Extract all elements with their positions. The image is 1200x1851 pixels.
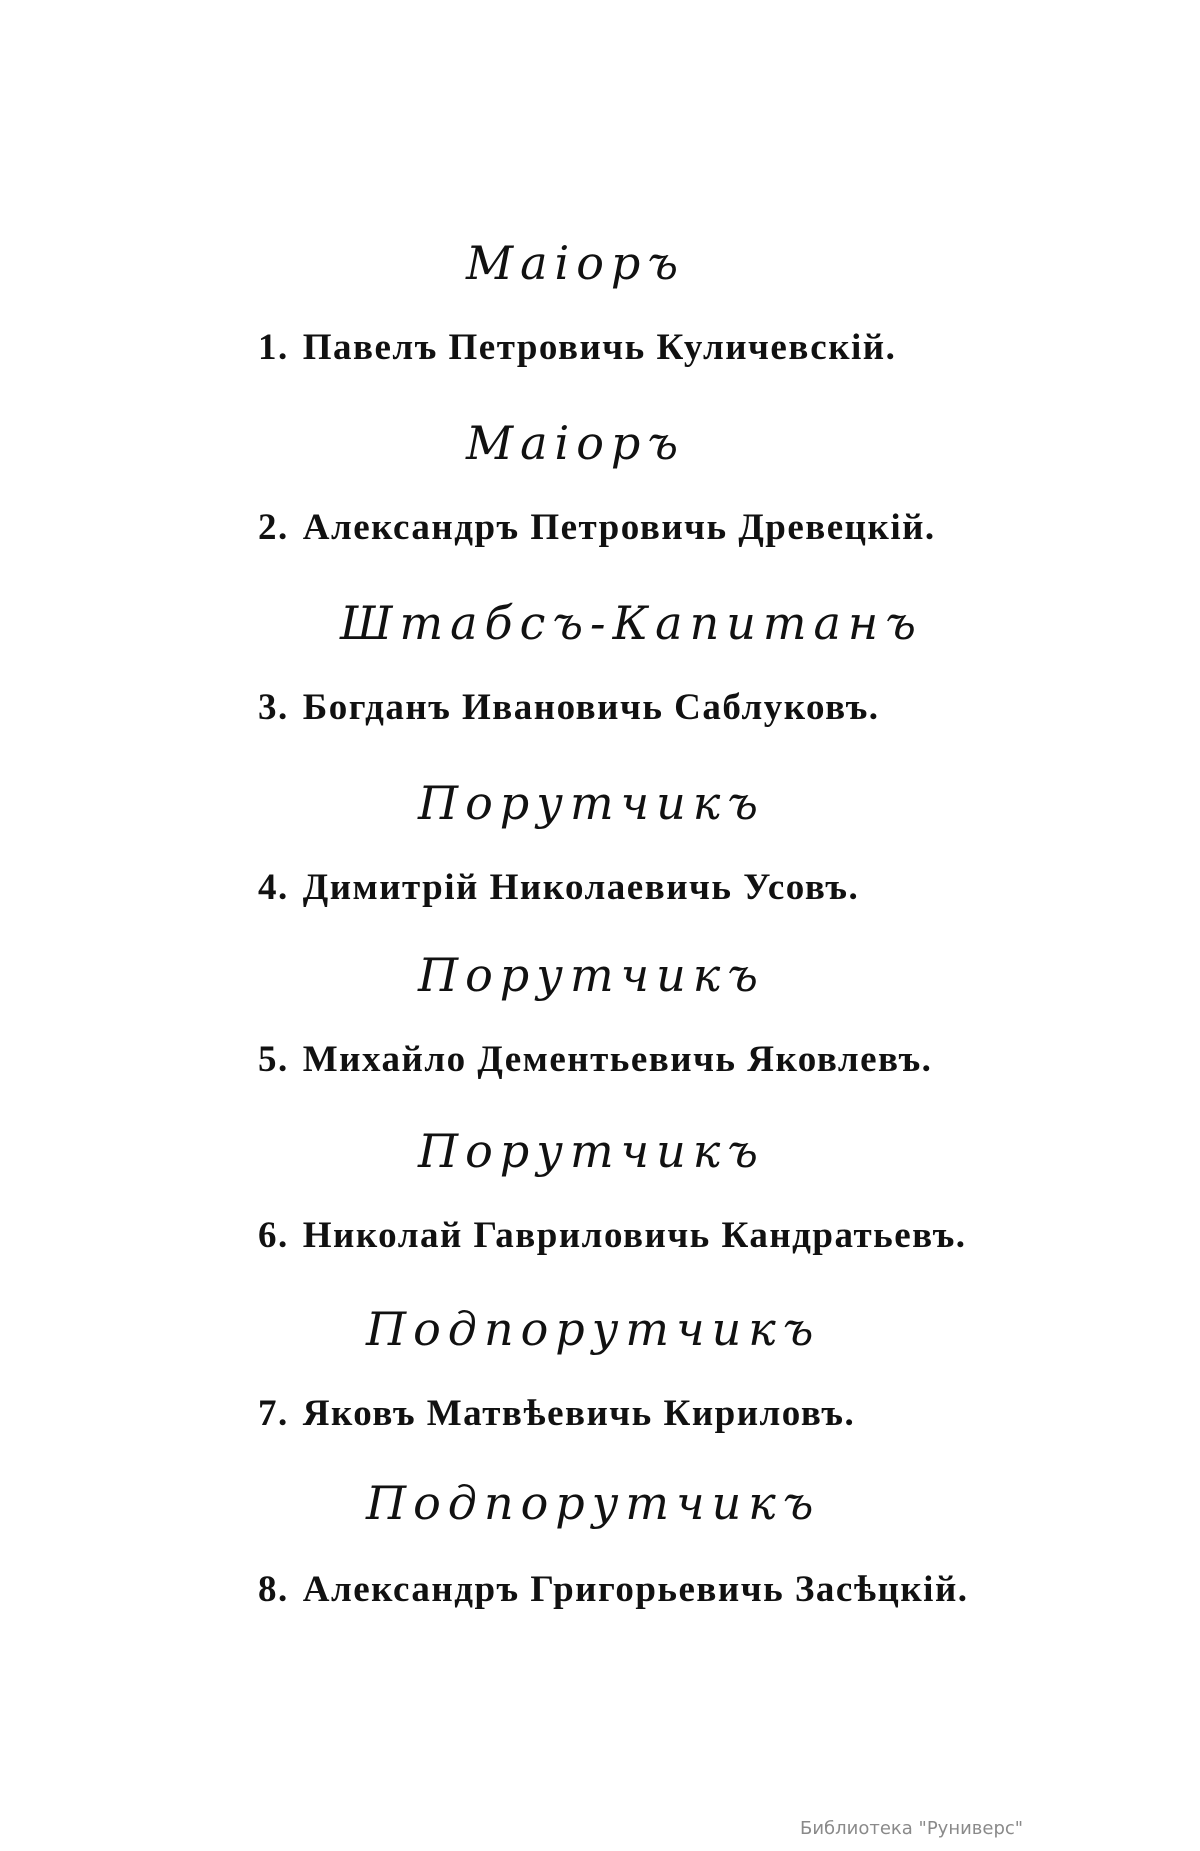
rank-heading-4: Порутчикъ [418,776,765,830]
officer-entry-2 [258,506,936,549]
officer-name: Павелъ Петровичь Куличевскій. [302,327,897,368]
officer-entry-4 [258,866,859,909]
entry-number: 7. [258,1393,289,1434]
library-watermark: Библиотека "Руниверс" [800,1818,1024,1839]
entry-number: 1. [258,327,289,368]
officer-name: Богданъ Ивановичь Саблуковъ. [302,687,880,728]
entry-number: 3. [258,687,289,728]
officer-entry-3 [258,686,880,729]
entry-number: 6. [258,1215,289,1256]
entry-number: 8. [258,1569,289,1610]
officer-name: Николай Гавриловичь Кандратьевъ. [302,1215,967,1256]
officer-entry-6 [258,1214,967,1257]
rank-heading-3: Штабсъ-Капитанъ [340,596,923,650]
rank-heading-1: Маіоръ [466,236,686,290]
rank-heading-2: Маіоръ [466,416,686,470]
rank-heading-6: Порутчикъ [418,1124,765,1178]
entry-number: 4. [258,867,289,908]
officer-name: Димитрій Николаевичь Усовъ. [302,867,860,908]
officer-name: Александръ Петровичь Древецкій. [302,507,936,548]
rank-heading-5: Порутчикъ [418,948,765,1002]
officer-entry-8 [258,1568,969,1611]
rank-heading-7: Подпорутчикъ [366,1302,821,1356]
entry-number: 2. [258,507,289,548]
officer-name: Александръ Григорьевичь Засѣцкій. [302,1569,969,1610]
officer-entry-5 [258,1038,932,1081]
officer-name: Михайло Дементьевичь Яковлевъ. [302,1039,933,1080]
entry-number: 5. [258,1039,289,1080]
officer-name: Яковъ Матвѣевичь Кириловъ. [302,1393,856,1434]
officer-entry-1 [258,326,896,369]
rank-heading-8: Подпорутчикъ [366,1476,821,1530]
officer-entry-7 [258,1392,855,1435]
